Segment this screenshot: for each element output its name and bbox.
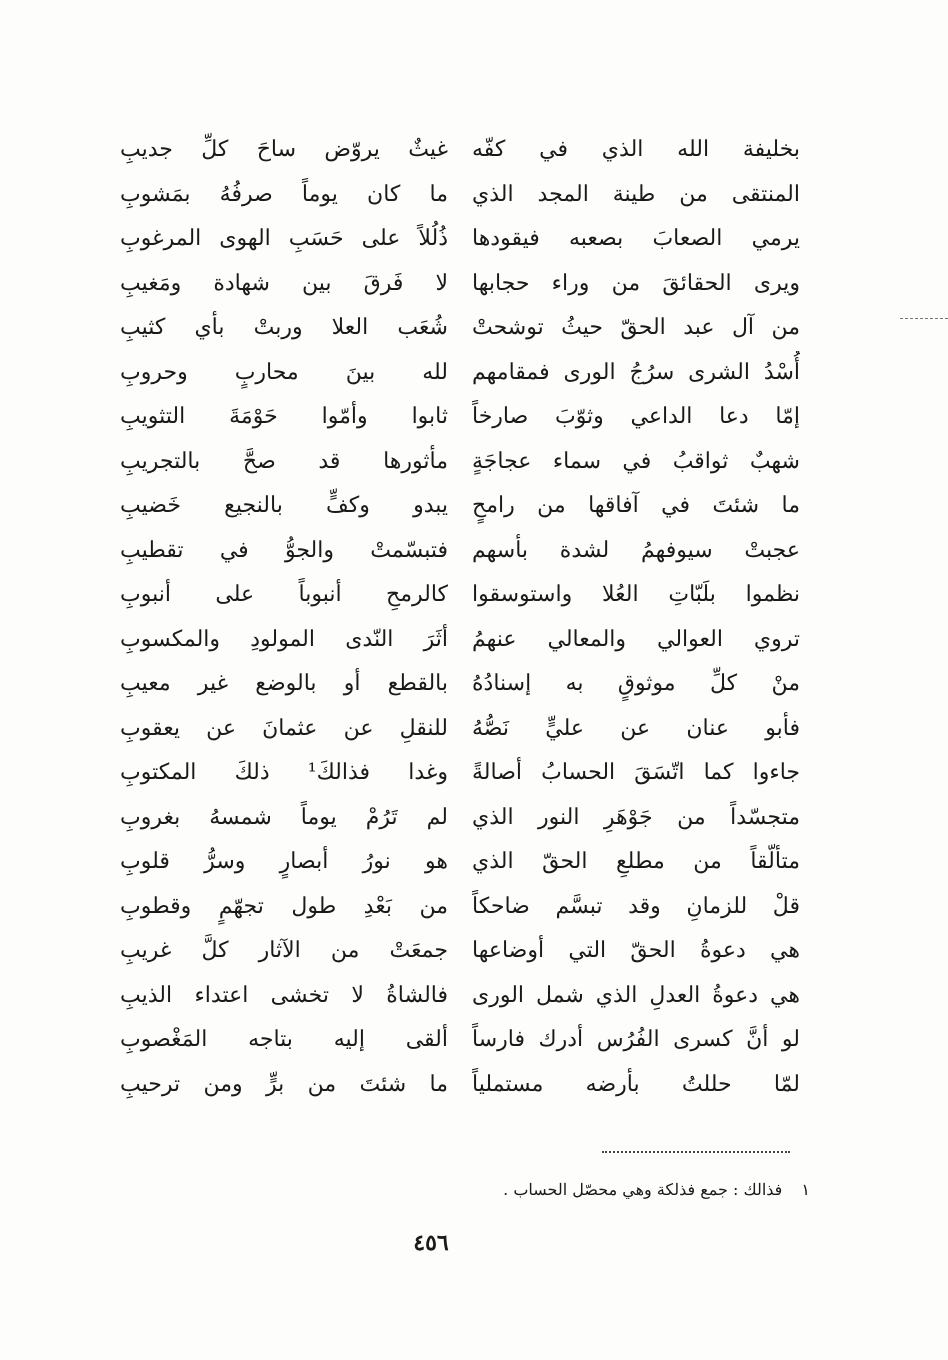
verse-second-hemistich: مأثورها قد صحَّ بالتجريبِ bbox=[120, 448, 448, 474]
verse-first-hemistich: منْ كلِّ موثوقٍ به إسنادُهُ bbox=[472, 671, 800, 696]
page-number: ٤٥٦ bbox=[413, 1230, 449, 1256]
verse-first-hemistich: نظموا بلَبّاتِ العُلا واستوسقوا bbox=[472, 582, 800, 607]
verse-line bbox=[120, 974, 800, 1019]
verse-first-hemistich: لو أنَّ كسرى الفُرُس أدرك فارساً bbox=[472, 1027, 800, 1052]
verse-line bbox=[120, 484, 800, 529]
verse-first-hemistich: متجسّداً من جَوْهَرِ النور الذي bbox=[472, 804, 800, 830]
verse-second-hemistich: فتبسّمتْ والجوُّ في تقطيبِ bbox=[120, 537, 448, 563]
footnote-text: فذالك : جمع فذلكة وهي محصّل الحساب . bbox=[503, 1180, 783, 1199]
footnote-divider bbox=[602, 1151, 790, 1153]
verse-second-hemistich: وغدا فذالكَ¹ ذلكَ المكتوبِ bbox=[120, 760, 448, 785]
verse-first-hemistich: إمّا دعا الداعي وثوّبَ صارخاً bbox=[472, 404, 800, 429]
verse-first-hemistich: شهبٌ ثواقبُ في سماء عجاجَةٍ bbox=[472, 448, 800, 474]
verse-second-hemistich: من بَعْدِ طول تجهّمٍ وقطوبِ bbox=[120, 893, 448, 919]
verse-line bbox=[120, 885, 800, 930]
verse-second-hemistich: بالقطع أو بالوضع غير معيبِ bbox=[120, 671, 448, 696]
verse-first-hemistich: هي دعوةُ الحقّ التي أوضاعها bbox=[472, 938, 800, 963]
verse-line bbox=[120, 929, 800, 974]
verse-line bbox=[120, 796, 800, 841]
verse-second-hemistich: غيثٌ يروّض ساحَ كلِّ جديبِ bbox=[120, 137, 448, 162]
verse-second-hemistich: هو نورُ أبصارٍ وسرُّ قلوبِ bbox=[120, 849, 448, 874]
verse-second-hemistich: لم تَرُمْ يوماً شمسهُ بغروبِ bbox=[120, 804, 448, 830]
verse-line bbox=[120, 173, 800, 218]
verse-first-hemistich: أُسْدُ الشرى سرُجُ الورى فمقامهم bbox=[472, 359, 800, 385]
verse-second-hemistich: ثابوا وأمّوا حَوْمَةَ التثويبِ bbox=[120, 404, 448, 429]
verse-second-hemistich: فالشاةُ لا تخشى اعتداء الذيبِ bbox=[120, 982, 448, 1008]
verse-line bbox=[120, 306, 800, 351]
verse-first-hemistich: المنتقى من طينة المجد الذي bbox=[472, 181, 800, 207]
verse-line bbox=[120, 262, 800, 307]
poem-body bbox=[120, 128, 800, 1123]
verse-line bbox=[120, 395, 800, 440]
verse-first-hemistich: قلْ للزمانِ وقد تبسَّم ضاحكاً bbox=[472, 893, 800, 919]
verse-second-hemistich: لله بينَ محاربٍ وحروبِ bbox=[120, 359, 448, 385]
verse-first-hemistich: فأبو عنان عن عليٍّ نَصُّهُ bbox=[472, 715, 800, 741]
verse-first-hemistich: ويرى الحقائقَ من وراء حجابها bbox=[472, 270, 800, 296]
margin-mark bbox=[900, 318, 948, 319]
verse-second-hemistich: ذُلُلاً على حَسَبِ الهوى المرغوبِ bbox=[120, 226, 448, 251]
verse-second-hemistich: للنقلِ عن عثمانَ عن يعقوبِ bbox=[120, 715, 448, 741]
verse-line bbox=[120, 351, 800, 396]
verse-first-hemistich: ما شئتَ في آفاقها من رامحٍ bbox=[472, 493, 800, 518]
verse-line bbox=[120, 573, 800, 618]
verse-line bbox=[120, 618, 800, 663]
verse-line bbox=[120, 440, 800, 485]
verse-line bbox=[120, 217, 800, 262]
verse-line bbox=[120, 751, 800, 796]
verse-second-hemistich: لا فَرقَ بين شهادة ومَغيبِ bbox=[120, 270, 448, 296]
verse-line bbox=[120, 1018, 800, 1063]
verse-second-hemistich: كالرمحِ أنبوباً على أنبوبِ bbox=[120, 582, 448, 607]
verse-first-hemistich: متألّقاً من مطلعِ الحقّ الذي bbox=[472, 849, 800, 874]
verse-first-hemistich: هي دعوةُ العدلِ الذي شمل الورى bbox=[472, 982, 800, 1008]
verse-first-hemistich: بخليفة الله الذي في كفّه bbox=[472, 137, 800, 162]
verse-second-hemistich: شُعَب العلا وربتْ بأي كثيبِ bbox=[120, 315, 448, 340]
verse-first-hemistich: يرمي الصعابَ بصعبه فيقودها bbox=[472, 226, 800, 251]
verse-second-hemistich: يبدو وكفٍّ بالنجيع خَضيبِ bbox=[120, 493, 448, 518]
verse-second-hemistich: أثَرَ النّدى المولودِ والمكسوبِ bbox=[120, 626, 448, 652]
verse-first-hemistich: جاءوا كما اتّسَقَ الحسابُ أصالةً bbox=[472, 760, 800, 785]
verse-first-hemistich: لمّا حللتُ بأرضه مستملياً bbox=[472, 1071, 800, 1097]
verse-first-hemistich: عجبتْ سيوفهمُ لشدة بأسهم bbox=[472, 537, 800, 563]
verse-second-hemistich: ألقى إليه بتاجه المَغْصوبِ bbox=[120, 1027, 448, 1052]
verse-second-hemistich: ما كان يوماً صرفُهُ بمَشوبِ bbox=[120, 181, 448, 207]
footnote bbox=[310, 1178, 810, 1202]
verse-line bbox=[120, 1063, 800, 1108]
verse-first-hemistich: تروي العوالي والمعالي عنهمُ bbox=[472, 626, 800, 652]
verse-line bbox=[120, 128, 800, 173]
verse-line bbox=[120, 662, 800, 707]
verse-line bbox=[120, 529, 800, 574]
verse-second-hemistich: جمعَتْ من الآثار كلَّ غريبِ bbox=[120, 938, 448, 963]
verse-second-hemistich: ما شئتَ من برٍّ ومن ترحيبِ bbox=[120, 1071, 448, 1097]
footnote-number: ١ bbox=[801, 1180, 810, 1199]
verse-line bbox=[120, 707, 800, 752]
verse-first-hemistich: من آل عبد الحقّ حيثُ توشحتْ bbox=[472, 315, 800, 340]
verse-line bbox=[120, 840, 800, 885]
